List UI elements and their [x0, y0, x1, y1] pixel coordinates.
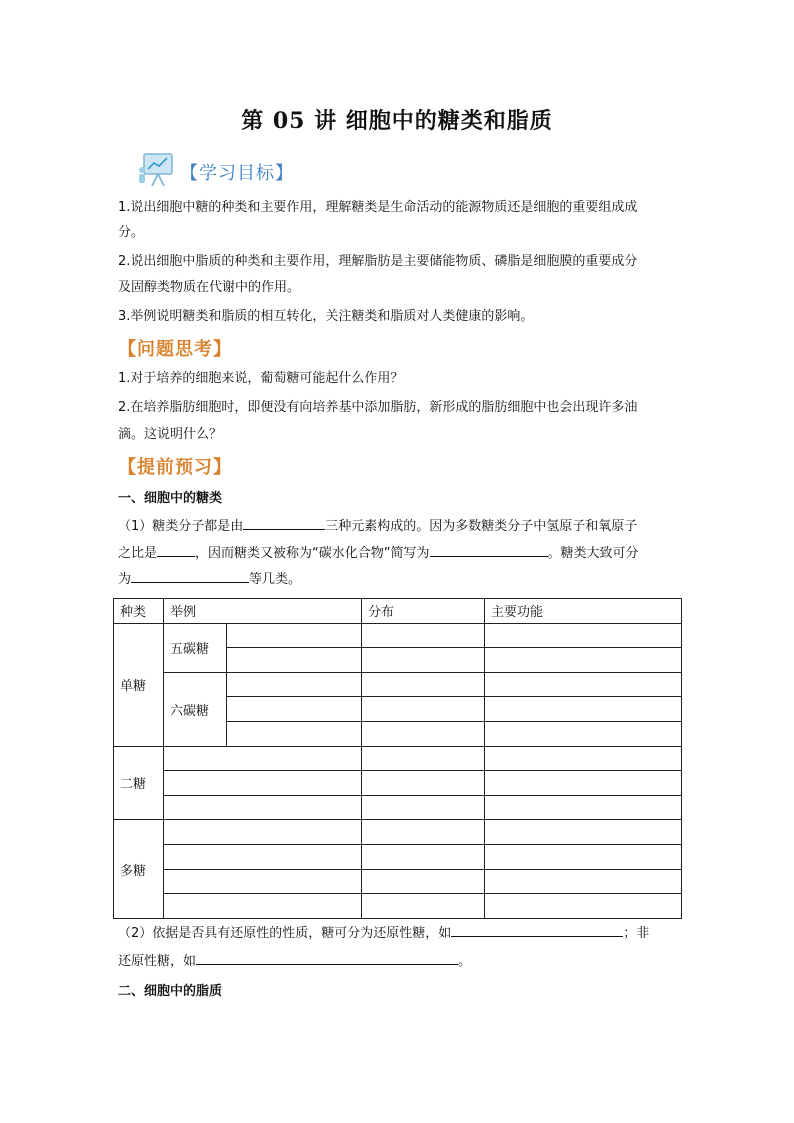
teaching-board-icon: [138, 150, 178, 190]
answer-cell[interactable]: [485, 672, 682, 697]
preview-heading: 【提前预习】: [118, 457, 232, 478]
answer-cell[interactable]: [362, 746, 485, 771]
answer-cell[interactable]: [164, 795, 362, 820]
answer-cell[interactable]: [362, 869, 485, 894]
header-example: 举例: [164, 599, 362, 624]
answer-cell[interactable]: [362, 820, 485, 845]
goal-line-4: 及固醇类物质在代谢中的作用。: [118, 280, 301, 295]
header-kind: 种类: [114, 599, 164, 624]
answer-cell[interactable]: [164, 844, 362, 869]
answer-cell[interactable]: [485, 820, 682, 845]
answer-cell[interactable]: [485, 623, 682, 648]
cell-hexose: 六碳糖: [164, 672, 227, 746]
blank-nonreducing-sugars[interactable]: [196, 950, 458, 965]
answer-cell[interactable]: [485, 771, 682, 796]
table-row: [114, 844, 682, 869]
goal-line-3: 2.说出细胞中脂质的种类和主要作用，理解脂肪是主要储能物质、磷脂是细胞膜的重要成分: [118, 254, 638, 269]
blank-ratio[interactable]: [157, 542, 195, 557]
table-row: [114, 795, 682, 820]
question-line-3: 滴。这说明什么？: [118, 427, 223, 442]
answer-cell[interactable]: [362, 795, 485, 820]
table-header-row: [114, 599, 682, 624]
table-row: [114, 746, 682, 771]
answer-cell[interactable]: [362, 844, 485, 869]
answer-cell[interactable]: [485, 894, 682, 919]
answer-cell[interactable]: [164, 894, 362, 919]
answer-cell[interactable]: [362, 771, 485, 796]
cell-monosaccharide: 单糖: [114, 623, 164, 746]
answer-cell[interactable]: [227, 672, 362, 697]
answer-cell[interactable]: [485, 844, 682, 869]
question-line-1: 1.对于培养的细胞来说，葡萄糖可能起什么作用？: [118, 371, 404, 386]
answer-cell[interactable]: [164, 771, 362, 796]
answer-cell[interactable]: [485, 721, 682, 746]
goal-line-1: 1.说出细胞中糖的种类和主要作用，理解糖类是生命活动的能源物质还是细胞的重要组成成: [118, 200, 638, 215]
header-distribution: 分布: [362, 599, 485, 624]
goal-line-5: 3.举例说明糖类和脂质的相互转化，关注糖类和脂质对人类健康的影响。: [118, 309, 534, 324]
answer-cell[interactable]: [485, 746, 682, 771]
table-row: [114, 869, 682, 894]
answer-cell[interactable]: [362, 721, 485, 746]
section-carbohydrates: 一、细胞中的糖类: [118, 491, 223, 506]
answer-cell[interactable]: [227, 623, 362, 648]
sugar-table: [113, 598, 682, 919]
table-row: [114, 623, 682, 648]
page-title: 第 05 讲 细胞中的糖类和脂质: [241, 108, 553, 134]
answer-cell[interactable]: [362, 894, 485, 919]
answer-cell[interactable]: [362, 672, 485, 697]
answer-cell[interactable]: [485, 795, 682, 820]
learning-goals-heading: 【学习目标】: [180, 163, 294, 184]
table-row: [114, 894, 682, 919]
answer-cell[interactable]: [164, 746, 362, 771]
answer-cell[interactable]: [485, 869, 682, 894]
fill-line-4: （2）依据是否具有还原性的性质，糖可分为还原性糖，如 ；非: [118, 922, 682, 946]
fill-line-2: 之比是 ，因而糖类又被称为“碳水化合物”简写为 。糖类大致可分: [118, 542, 682, 566]
fill-line-5: 还原性糖，如 。: [118, 950, 682, 974]
answer-cell[interactable]: [227, 697, 362, 722]
blank-categories[interactable]: [131, 568, 249, 583]
table-row: [114, 820, 682, 845]
answer-cell[interactable]: [362, 697, 485, 722]
blank-reducing-sugars[interactable]: [451, 922, 623, 937]
questions-heading: 【问题思考】: [118, 339, 232, 360]
cell-pentose: 五碳糖: [164, 623, 227, 672]
answer-cell[interactable]: [485, 648, 682, 673]
header-function: 主要功能: [485, 599, 682, 624]
answer-cell[interactable]: [227, 721, 362, 746]
blank-abbreviation[interactable]: [430, 542, 548, 557]
goal-line-2: 分。: [118, 225, 145, 240]
answer-cell[interactable]: [362, 623, 485, 648]
question-line-2: 2.在培养脂肪细胞时，即便没有向培养基中添加脂肪，新形成的脂肪细胞中也会出现许多油: [118, 400, 638, 415]
cell-disaccharide: 二糖: [114, 746, 164, 820]
answer-cell[interactable]: [227, 648, 362, 673]
section-lipids: 二、细胞中的脂质: [118, 984, 223, 999]
answer-cell[interactable]: [362, 648, 485, 673]
fill-line-3: 为 等几类。: [118, 568, 682, 592]
answer-cell[interactable]: [485, 697, 682, 722]
answer-cell[interactable]: [164, 820, 362, 845]
cell-polysaccharide: 多糖: [114, 820, 164, 918]
table-row: [114, 672, 682, 697]
blank-elements[interactable]: [243, 515, 325, 530]
fill-line-1: （1）糖类分子都是由 三种元素构成的。因为多数糖类分子中氢原子和氧原子: [118, 515, 682, 539]
answer-cell[interactable]: [164, 869, 362, 894]
table-row: [114, 771, 682, 796]
